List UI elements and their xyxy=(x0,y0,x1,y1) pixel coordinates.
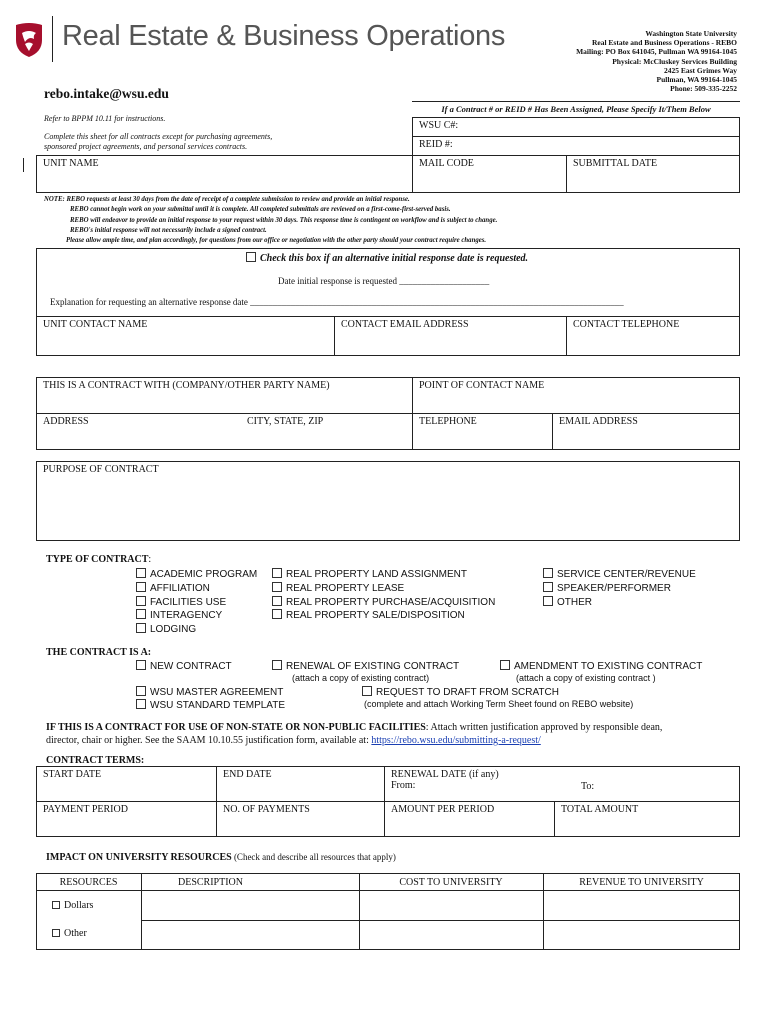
address-label: ADDRESS xyxy=(43,416,89,427)
col-header-revenue: REVENUE TO UNIVERSITY xyxy=(579,877,704,888)
facilities-text: : Attach written justification approved by responsible dean, xyxy=(425,722,663,733)
checkbox[interactable] xyxy=(136,582,146,592)
total-amount-field[interactable] xyxy=(554,801,740,837)
address-line: Real Estate and Business Operations - REBO xyxy=(591,38,737,48)
complete-instructions xyxy=(44,132,272,152)
type-lease[interactable] xyxy=(272,582,404,594)
party-email-label: EMAIL ADDRESS xyxy=(559,416,638,427)
unit-contact-label: UNIT CONTACT NAME xyxy=(43,319,148,330)
unit-name-label: UNIT NAME xyxy=(43,158,99,169)
intake-email[interactable]: rebo.intake@wsu.edu xyxy=(44,86,169,101)
alt-response-label: Check this box if an alternative initial response date is requested. xyxy=(260,253,529,264)
header-divider xyxy=(52,16,53,62)
amount-period-label: AMOUNT PER PERIOD xyxy=(391,804,495,815)
address-line: Physical: McCluskey Services Building xyxy=(612,56,737,66)
checkbox[interactable] xyxy=(52,901,60,909)
new-contract-option[interactable] xyxy=(136,660,232,672)
option-label: OTHER xyxy=(557,597,592,608)
address-line: Phone: 509-335-2252 xyxy=(670,84,737,94)
ids-top-rule xyxy=(412,101,740,102)
type-academic[interactable] xyxy=(136,568,257,580)
page-title: Real Estate & Business Operations xyxy=(62,20,506,52)
address-line: 2425 East Grimes Way xyxy=(664,65,737,75)
type-lodging[interactable] xyxy=(136,623,196,635)
checkbox[interactable] xyxy=(52,929,60,937)
option-label: NEW CONTRACT xyxy=(150,661,232,672)
checkbox[interactable] xyxy=(272,596,282,606)
ids-heading: If a Contract # or REID # Has Been Assigned, Please Specify It/Them Below xyxy=(441,104,711,114)
checkbox[interactable] xyxy=(272,568,282,578)
total-amount-label: TOTAL AMOUNT xyxy=(561,804,639,815)
submittal-date-field[interactable] xyxy=(566,155,740,193)
table-rule xyxy=(141,873,142,950)
note-line: REBO's initial response will not necessarily include a signed contract. xyxy=(70,226,267,234)
mail-code-field[interactable] xyxy=(412,155,567,193)
option-label: REAL PROPERTY LEASE xyxy=(286,583,405,594)
renewal-date-field[interactable] xyxy=(384,766,740,802)
checkbox[interactable] xyxy=(543,582,553,592)
checkbox[interactable] xyxy=(136,596,146,606)
terms-heading: CONTRACT TERMS: xyxy=(46,755,145,766)
checkbox[interactable] xyxy=(272,609,282,619)
num-payments-field[interactable] xyxy=(216,801,385,837)
address-line: Pullman, WA 99164-1045 xyxy=(656,75,737,85)
checkbox[interactable] xyxy=(136,623,146,633)
processing-note xyxy=(44,195,497,246)
company-label: THIS IS A CONTRACT WITH (COMPANY/OTHER PARTY NAME) xyxy=(43,380,330,391)
party-telephone-field[interactable] xyxy=(412,413,553,450)
alt-response-checkbox[interactable] xyxy=(246,252,256,262)
type-facilities-use[interactable] xyxy=(136,596,226,608)
option-label: AFFILIATION xyxy=(150,583,210,594)
resource-other[interactable] xyxy=(52,928,87,939)
type-other[interactable] xyxy=(543,596,592,608)
submittal-date-label: SUBMITTAL DATE xyxy=(573,158,658,169)
renewal-to-label: To: xyxy=(581,781,595,792)
complete-line-2: sponsored project agreements, and personal services contracts. xyxy=(44,142,248,151)
purpose-field[interactable] xyxy=(36,461,740,541)
reid-label: REID #: xyxy=(419,139,453,150)
impact-subtext: (Check and describe all resources that apply) xyxy=(231,852,396,862)
poc-field[interactable] xyxy=(412,377,740,414)
checkbox[interactable] xyxy=(362,686,372,696)
amendment-option[interactable] xyxy=(500,660,702,672)
option-label: FACILITIES USE xyxy=(150,597,227,608)
option-label: SERVICE CENTER/REVENUE xyxy=(557,569,696,580)
type-purchase[interactable] xyxy=(272,596,495,608)
option-label: REAL PROPERTY PURCHASE/ACQUISITION xyxy=(286,597,496,608)
contact-email-label: CONTACT EMAIL ADDRESS xyxy=(341,319,469,330)
type-heading-text: TYPE OF CONTRACT xyxy=(46,554,149,565)
wsu-c-field[interactable] xyxy=(412,117,740,137)
complete-line-1: Complete this sheet for all contracts except for purchasing agreements, xyxy=(44,132,273,141)
checkbox[interactable] xyxy=(136,686,146,696)
checkbox[interactable] xyxy=(272,582,282,592)
alt-response-option[interactable] xyxy=(246,252,528,264)
contact-phone-field[interactable] xyxy=(566,316,740,356)
contact-phone-label: CONTACT TELEPHONE xyxy=(573,319,680,330)
type-heading xyxy=(46,554,151,565)
checkbox[interactable] xyxy=(500,660,510,670)
note-line: REBO cannot begin work on your submittal until it is complete. All completed submittals are reviewed on a first-come-first-served basis. xyxy=(70,206,451,214)
note-line: Please allow ample time, and plan accordingly, for questions from our office or negotiation with the other party should your contract require changes. xyxy=(66,237,487,245)
renewal-option[interactable] xyxy=(272,660,459,672)
address-line: Mailing: PO Box 641045, Pullman WA 99164-1045 xyxy=(576,47,737,57)
draft-scratch-option[interactable] xyxy=(362,686,559,698)
type-sale[interactable] xyxy=(272,609,465,621)
note-line: REBO will endeavor to provide an initial response to your request within 30 days. This response time is contingent on workflow and is subject to change. xyxy=(70,216,498,224)
scratch-note: (complete and attach Working Term Sheet found on REBO website) xyxy=(364,699,634,709)
type-interagency[interactable] xyxy=(136,609,222,621)
reid-field[interactable] xyxy=(412,136,740,156)
renewal-note: (attach a copy of existing contract) xyxy=(292,673,430,683)
master-agreement-option[interactable] xyxy=(136,686,283,698)
checkbox[interactable] xyxy=(136,609,146,619)
wsu-c-label: WSU C#: xyxy=(419,120,459,131)
facilities-statement xyxy=(46,722,746,747)
option-label: WSU STANDARD TEMPLATE xyxy=(150,700,286,711)
standard-template-option[interactable] xyxy=(136,699,285,711)
unit-contact-field[interactable] xyxy=(36,316,335,356)
company-field[interactable] xyxy=(36,377,413,414)
impact-heading xyxy=(46,852,396,863)
alt-explanation-line[interactable]: Explanation for requesting an alternative response date ___________________________________________________________________________________ xyxy=(50,297,624,307)
option-label: REAL PROPERTY SALE/DISPOSITION xyxy=(286,610,465,621)
start-date-label: START DATE xyxy=(43,769,102,780)
option-label: AMENDMENT TO EXISTING CONTRACT xyxy=(514,661,703,672)
type-heading-colon: : xyxy=(148,554,152,565)
facilities-text: director, chair or higher. See the SAAM 10.10.55 justification form, available at: xyxy=(46,734,372,746)
col-header-resources: RESOURCES xyxy=(59,877,118,888)
unit-name-field[interactable] xyxy=(36,155,413,193)
address-line: Washington State University xyxy=(645,29,737,38)
table-rule xyxy=(141,920,740,921)
mail-code-label: MAIL CODE xyxy=(419,158,474,169)
note-line: NOTE: REBO requests at least 30 days from the date of receipt of a complete submission to review and provide an initial response. xyxy=(44,196,410,203)
option-label: SPEAKER/PERFORMER xyxy=(557,583,671,594)
checkbox[interactable] xyxy=(136,699,146,709)
num-payments-label: NO. OF PAYMENTS xyxy=(223,804,310,815)
end-date-label: END DATE xyxy=(223,769,272,780)
checkbox[interactable] xyxy=(136,568,146,578)
impact-heading-text: IMPACT ON UNIVERSITY RESOURCES xyxy=(46,852,232,863)
party-email-field[interactable] xyxy=(552,413,740,450)
refer-instructions: Refer to BPPM 10.11 for instructions. xyxy=(44,114,166,123)
checkbox[interactable] xyxy=(136,660,146,670)
option-label: REQUEST TO DRAFT FROM SCRATCH xyxy=(376,687,559,698)
option-label: ACADEMIC PROGRAM xyxy=(150,569,258,580)
party-telephone-label: TELEPHONE xyxy=(419,416,477,427)
contract-is-heading: THE CONTRACT IS A: xyxy=(46,647,152,658)
col-header-cost: COST TO UNIVERSITY xyxy=(399,877,503,888)
renewal-from-label: From: xyxy=(391,780,416,791)
contact-email-field[interactable] xyxy=(334,316,567,356)
start-date-field[interactable] xyxy=(36,766,217,802)
type-land-assignment[interactable] xyxy=(272,568,467,580)
city-label: CITY, STATE, ZIP xyxy=(247,416,324,427)
end-date-field[interactable] xyxy=(216,766,385,802)
payment-period-field[interactable] xyxy=(36,801,217,837)
payment-period-label: PAYMENT PERIOD xyxy=(43,804,128,815)
type-speaker[interactable] xyxy=(543,582,671,594)
margin-mark xyxy=(23,158,24,172)
rebo-address-block xyxy=(576,29,737,93)
option-label: LODGING xyxy=(150,624,197,635)
renewal-date-label: RENEWAL DATE (if any) xyxy=(391,769,499,780)
option-label: RENEWAL OF EXISTING CONTRACT xyxy=(286,661,460,672)
option-label: INTERAGENCY xyxy=(150,610,223,621)
poc-label: POINT OF CONTACT NAME xyxy=(419,380,545,391)
type-affiliation[interactable] xyxy=(136,582,210,594)
checkbox[interactable] xyxy=(272,660,282,670)
amendment-note: (attach a copy of existing contract ) xyxy=(516,673,656,683)
wsu-logo xyxy=(14,22,44,58)
address-field[interactable] xyxy=(36,413,413,450)
checkbox[interactable] xyxy=(543,568,553,578)
resource-label: Dollars xyxy=(64,900,94,911)
purpose-label: PURPOSE OF CONTRACT xyxy=(43,464,159,475)
resource-dollars[interactable] xyxy=(52,900,93,911)
col-header-description: DESCRIPTION xyxy=(178,877,244,888)
amount-period-field[interactable] xyxy=(384,801,555,837)
option-label: REAL PROPERTY LAND ASSIGNMENT xyxy=(286,569,467,580)
option-label: WSU MASTER AGREEMENT xyxy=(150,687,284,698)
alt-date-line[interactable]: Date initial response is requested ____________________ xyxy=(278,276,490,286)
resource-label: Other xyxy=(64,928,87,939)
rebo-request-link[interactable]: https://rebo.wsu.edu/submitting-a-request/ xyxy=(371,734,541,746)
checkbox[interactable] xyxy=(543,596,553,606)
type-service-center[interactable] xyxy=(543,568,696,580)
facilities-heading: IF THIS IS A CONTRACT FOR USE OF NON-STATE OR NON-PUBLIC FACILITIES xyxy=(46,722,426,733)
